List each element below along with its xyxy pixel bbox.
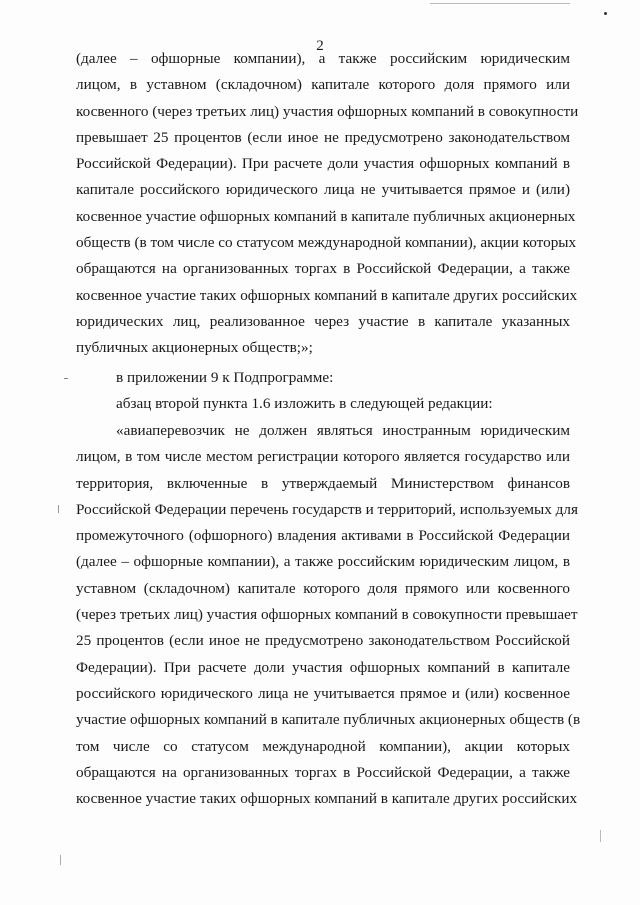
text-line: Российской Федерации перечень государств и территорий, используемых для <box>76 500 578 518</box>
scan-artifact-line <box>430 3 570 4</box>
scan-artifact-mark <box>600 830 601 842</box>
scan-artifact-mark <box>58 505 59 513</box>
text-line: 25 процентов (если иное не предусмотрено законодательством Российской <box>76 632 570 650</box>
text-line: косвенного (через третьих лиц) участия офшорных компаний в совокупности <box>76 102 579 120</box>
paragraph-amend-clause: абзац второй пункта 1.6 изложить в следующей редакции: <box>116 395 493 412</box>
paragraph-appendix-9: в приложении 9 к Подпрограмме: <box>116 369 334 386</box>
scan-artifact-mark <box>60 855 61 865</box>
page-number: 2 <box>316 38 324 54</box>
text-line: (через третьих лиц) участия офшорных компаний в совокупности превышает <box>76 606 578 624</box>
scan-artifact-dot <box>604 12 607 15</box>
text-line: превышает 25 процентов (если иное не предусмотрено законодательством <box>76 128 570 146</box>
text-line: юридических лиц, реализованное через участие в капитале указанных <box>76 312 570 330</box>
text-line: косвенное участие таких офшорных компаний в капитале других российских <box>76 790 578 808</box>
text-line: косвенное участие таких офшорных компаний в капитале других российских <box>76 286 578 304</box>
text-line: обществ (в том числе со статусом международной компании), акции которых <box>76 234 577 252</box>
text-line: российского юридического лица не учитывается прямое и (или) косвенное <box>76 684 570 702</box>
text-line: Российской Федерации). При расчете доли участия офшорных компаний в <box>76 155 570 173</box>
text-line: «авиаперевозчик не должен являться иностранным юридическим <box>116 422 570 439</box>
text-line: косвенное участие офшорных компаний в капитале публичных акционерных <box>76 207 576 225</box>
text-line: обращаются на организованных торгах в Российской Федерации, а также <box>76 260 570 278</box>
scan-artifact-mark <box>64 378 68 379</box>
text-line: промежуточного (офшорного) владения активами в Российской Федерации <box>76 527 570 545</box>
paragraph-offshore-definition <box>76 46 579 362</box>
text-line: участие офшорных компаний в капитале публичных акционерных обществ (в <box>76 711 581 729</box>
text-line: уставном (складочном) капитале которого доля прямого или косвенного <box>76 579 570 597</box>
paragraph-carrier-requirement <box>76 418 581 812</box>
text-line: капитале российского юридического лица не учитывается прямое и (или) <box>76 181 570 199</box>
text-line: лицом, в том числе местом регистрации которого является государство или <box>76 448 570 466</box>
text-line: территория, включенные в утверждаемый Министерством финансов <box>76 474 570 492</box>
text-line: публичных акционерных обществ;»; <box>76 339 313 357</box>
text-line: том числе со статусом международной компании), акции которых <box>76 737 570 755</box>
text-line: (далее – офшорные компании), а также российским юридическим лицом, в <box>76 553 570 571</box>
text-line: лицом, в уставном (складочном) капитале которого доля прямого или <box>76 76 570 94</box>
text-line: Федерации). При расчете доли участия офшорных компаний в капитале <box>76 658 570 676</box>
text-line: (далее – офшорные компании), а также российским юридическим <box>76 50 570 67</box>
text-line: обращаются на организованных торгах в Российской Федерации, а также <box>76 763 570 781</box>
